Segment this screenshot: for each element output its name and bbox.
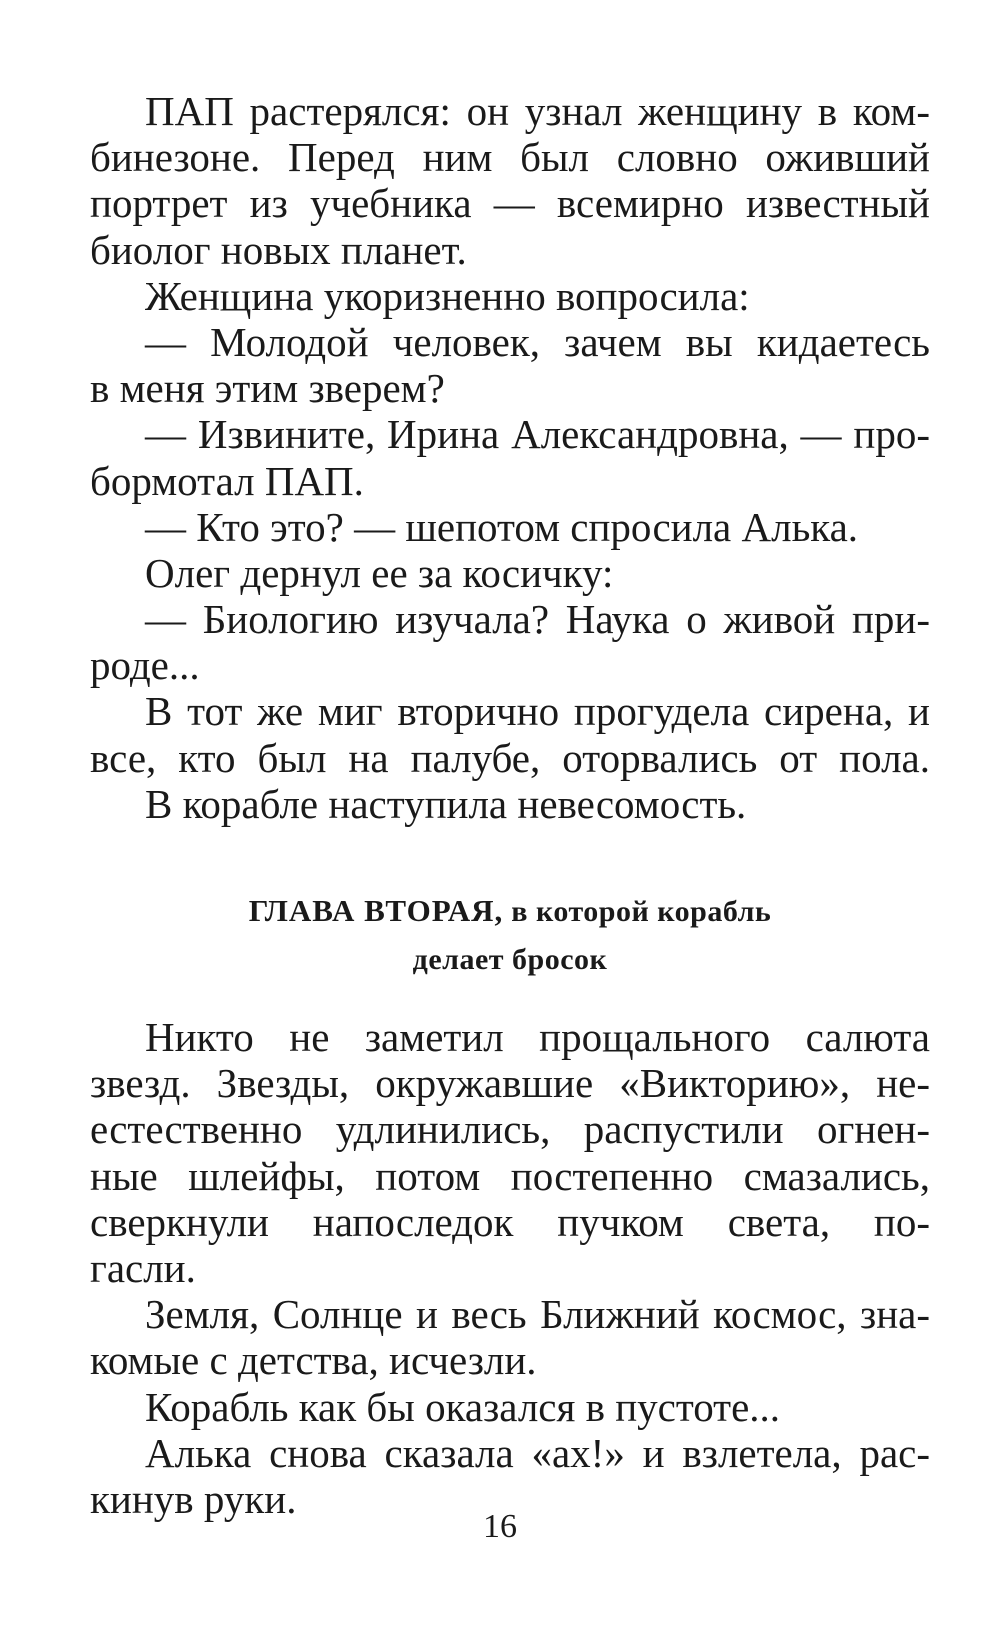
text-line: кинув руки. <box>90 1475 297 1522</box>
text-line: — Извините, Ирина Александровна, — про- <box>145 411 930 458</box>
chapter-number: ГЛАВА ВТОРАЯ, <box>248 893 504 928</box>
text-line: Никто не заметил прощального салюта <box>145 1014 930 1060</box>
text-line: Олег дернул ее за косичку: <box>145 549 614 596</box>
text-line: — Кто это? — шепотом спросила Алька. <box>145 503 859 550</box>
section-2 <box>90 1014 930 1522</box>
text-line: биолог новых планет. <box>90 226 467 273</box>
text-line: бормотал ПАП. <box>90 457 364 504</box>
chapter-heading-line-1 <box>90 887 930 936</box>
page-number: 16 <box>483 1508 517 1545</box>
text-line: бинезоне. Перед ним был словно оживший <box>90 134 930 181</box>
section-1 <box>90 88 930 827</box>
chapter-heading <box>90 887 930 984</box>
text-line: Женщина укоризненно вопросила: <box>145 272 750 319</box>
text-line: все, кто был на палубе, оторвались от пола. <box>90 734 930 781</box>
chapter-title-start: в которой корабль <box>503 895 772 928</box>
text-line: — Молодой человек, зачем вы кидаетесь <box>145 318 930 365</box>
text-line: сверкнули напоследок пучком света, по- <box>90 1198 930 1245</box>
text-line: В тот же миг вторично прогудела сирена, и <box>145 688 930 735</box>
text-line: звезд. Звезды, окружавшие «Викторию», не- <box>90 1060 930 1107</box>
text-line: В корабле наступила невесомость. <box>145 780 747 827</box>
text-line: Алька снова сказала «ах!» и взлетела, рас- <box>145 1429 930 1476</box>
text-line: Корабль как бы оказался в пустоте... <box>145 1383 781 1430</box>
book-page <box>90 88 930 1522</box>
text-line: портрет из учебника — всемирно известный <box>90 180 930 227</box>
text-line: ПАП растерялся: он узнал женщину в ком- <box>145 88 930 134</box>
text-line: естественно удлинились, распустили огнен- <box>90 1106 930 1153</box>
text-line: гасли. <box>90 1244 196 1291</box>
text-line: ные шлейфы, потом постепенно смазались, <box>90 1152 930 1199</box>
text-line: комые с детства, исчезли. <box>90 1337 537 1384</box>
text-line: в меня этим зверем? <box>90 365 445 412</box>
text-line: роде... <box>90 642 200 689</box>
chapter-heading-line-2: делает бросок <box>412 943 608 976</box>
text-line: Земля, Солнце и весь Ближний космос, зна- <box>145 1291 930 1338</box>
text-line: — Биологию изучала? Наука о живой при- <box>145 596 930 643</box>
